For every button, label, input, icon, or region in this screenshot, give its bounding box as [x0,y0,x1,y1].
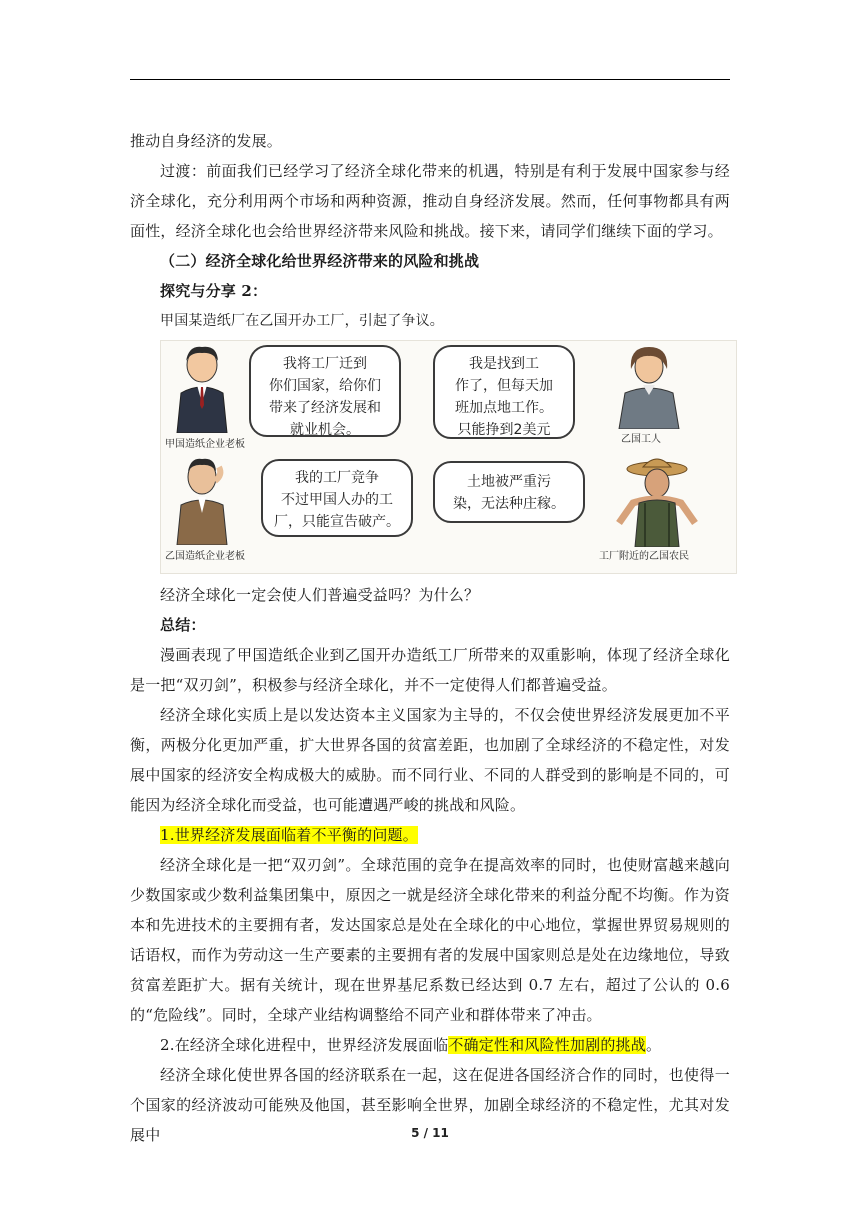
point-2-prefix: 2.在经济全球化进程中，世界经济发展面临 [160,1036,449,1054]
comic-illustration [160,340,737,574]
speech-bubble-boss-b [261,459,413,537]
explore-heading: 探究与分享 2： [160,282,268,300]
bubble-line: 染，无法种庄稼。 [453,496,565,512]
farmer-b-figure [609,453,705,547]
page-number: 5 / 11 [411,1126,449,1140]
summary-paragraph-3: 经济全球化是一把“双刃剑”。全球范围的竞争在提高效率的同时，也使财富越来越向少数国家或少数利益集团集中，原因之一就是经济全球化带来的利益分配不均衡。作为资本和先进技术的主要拥有者，发达国家总是处在全球化的中心地位，掌握世界贸易规则的话语权，而作为劳动这一生产要素的主要拥有者的发展中国家则总是处在边缘地位，导致贫富差距扩大。据有关统计，现在世界基尼系数已经达到 0.7 左右，超过了公认的 0.6 的“危险线”。同时，全球产业结构调整给不同产业和群体带来了冲击。 [130,856,730,1024]
case-text: 甲国某造纸厂在乙国开办工厂，引起了争议。 [160,313,444,329]
bubble-line: 就业机会。 [290,422,360,438]
section-heading: （二）经济全球化给世界经济带来的风险和挑战 [160,252,480,270]
worker-b-figure [609,343,689,429]
summary-paragraph-4: 经济全球化使世界各国的经济联系在一起，这在促进各国经济合作的同时，也使得一个国家的经济波动可能殃及他国，甚至影响全世界，加剧全球经济的不稳定性，尤其对发展中 [130,1066,730,1144]
bubble-line: 作了，但每天加 [455,378,553,394]
bubble-line: 土地被严重污 [467,474,551,490]
header-rule [130,79,730,80]
caption-boss-a: 甲国造纸企业老板 [165,439,245,450]
boss-a-figure [171,343,233,433]
bubble-line: 不过甲国人办的工 [281,492,393,508]
point-2-suffix: 。 [645,1036,662,1054]
highlighted-text: 不确定性和风险性加剧的挑战 [448,1036,646,1054]
bubble-line: 只能挣到2美元 [457,422,551,438]
bubble-line: 班加点地工作。 [455,400,553,416]
speech-bubble-boss-a [249,345,401,437]
highlighted-text: 1.世界经济发展面临着不平衡的问题。 [160,826,418,844]
caption-boss-b: 乙国造纸企业老板 [165,551,245,562]
summary-paragraph-2: 经济全球化实质上是以发达资本主义国家为主导的，不仅会使世界经济发展更加不平衡，两极分化更加严重，扩大世界各国的贫富差距，也加剧了全球经济的不稳定性，对发展中国家的经济安全构成极大的威胁。而不同行业、不同的人群受到的影响是不同的，可能因为经济全球化而受益，也可能遭遇严峻的挑战和风险。 [130,706,730,814]
paragraph-transition: 过渡：前面我们已经学习了经济全球化带来的机遇，特别是有利于发展中国家参与经济全球化，充分利用两个市场和两种资源，推动自身经济发展。然而，任何事物都具有两面性，经济全球化也会给世界经济带来风险和挑战。接下来，请同学们继续下面的学习。 [130,162,730,240]
caption-farmer-b: 工厂附近的乙国农民 [599,551,689,562]
bubble-line: 我将工厂迁到 [283,356,367,372]
speech-bubble-worker-b [433,345,575,439]
paragraph-continuation: 推动自身经济的发展。 [130,132,283,150]
summary-paragraph-1: 漫画表现了甲国造纸企业到乙国开办造纸工厂所带来的双重影响，体现了经济全球化是一把“双刃剑”，积极参与经济全球化，并不一定使得人们都普遍受益。 [130,646,730,694]
boss-b-figure [171,453,233,545]
question-text: 经济全球化一定会使人们普遍受益吗？为什么？ [160,586,480,604]
bubble-line: 你们国家，给你们 [269,378,381,394]
speech-bubble-farmer-b [433,461,585,523]
point-2-heading [130,1030,730,1060]
bubble-line: 我的工厂竞争 [295,470,379,486]
bubble-line: 带来了经济发展和 [269,400,381,416]
bubble-line: 厂，只能宣告破产。 [274,514,400,530]
page-content [130,126,730,1150]
bubble-line: 我是找到工 [469,356,539,372]
point-1-heading [130,820,730,850]
summary-label: 总结： [160,616,206,634]
caption-worker-b: 乙国工人 [621,434,661,445]
